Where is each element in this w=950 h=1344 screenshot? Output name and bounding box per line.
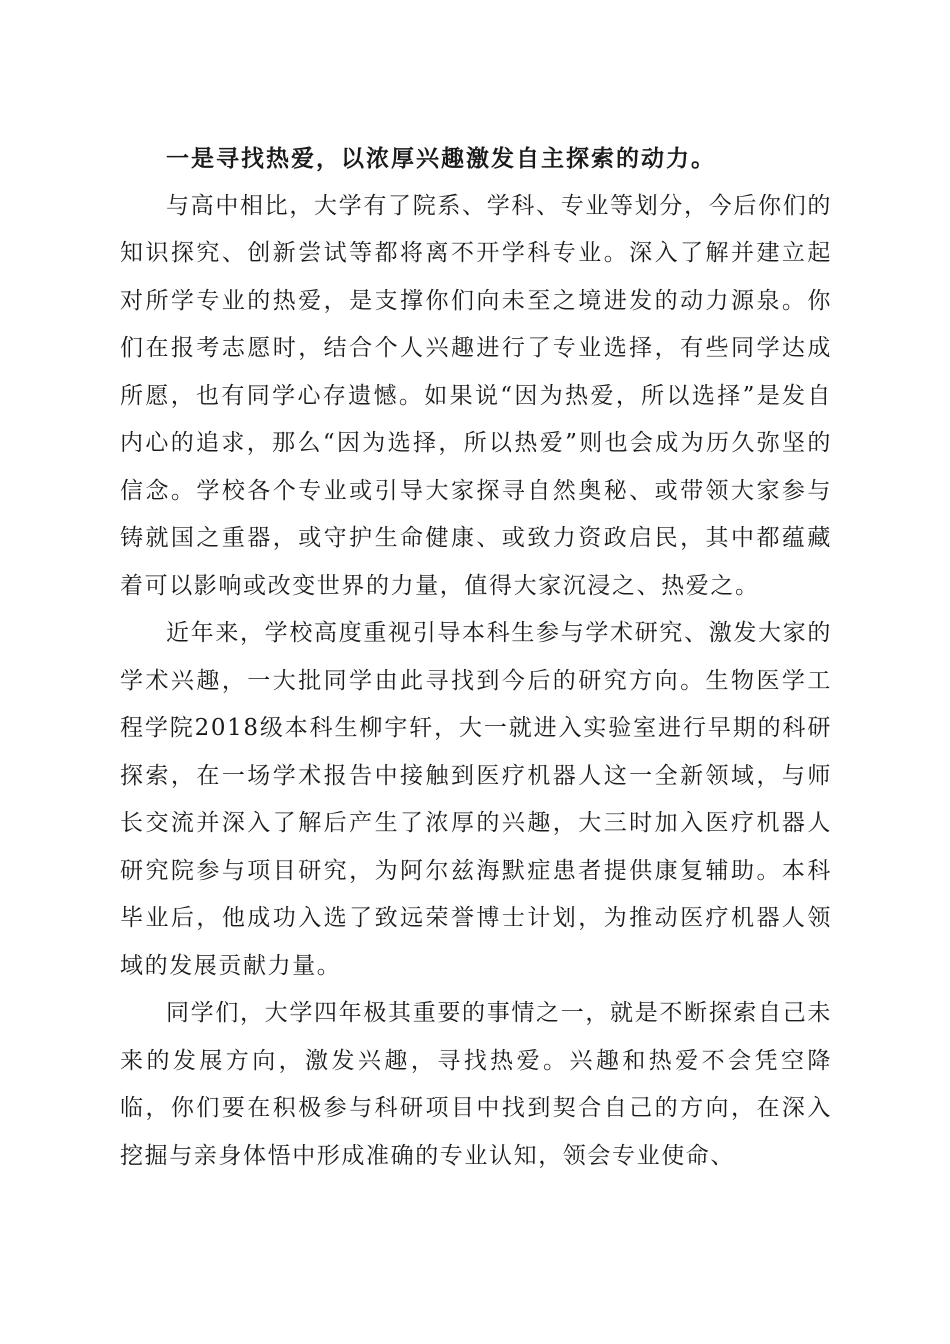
paragraph-explore-direction: 同学们，大学四年极其重要的事情之一，就是不断探索自己未来的发展方向，激发兴趣，寻找热爱。兴趣和热爱不会凭空降临，你们要在积极参与科研项目中找到契合自己的方向，在深入挖掘与亲身体悟中形成准确的专业认知，领会专业使命、 [120, 1000, 832, 1169]
paragraph-research-example: 近年来，学校高度重视引导本科生参与学术研究、激发大家的学术兴趣，一大批同学由此寻找到今后的研究方向。生物医学工程学院2018级本科生柳宇轩，大一就进入实验室进行早期的科研探索，在一场学术报告中接触到医疗机器人这一全新领域，与师长交流并深入了解后产生了浓厚的兴趣，大三时加入医疗机器人研究院参与项目研究，为阿尔兹海默症患者提供康复辅助。本科毕业后，他成功入选了致远荣誉博士计划，为推动医疗机器人领域的发展贡献力量。 [120, 620, 832, 979]
section-heading: 一是寻找热爱，以浓厚兴趣激发自主探索的动力。 [166, 145, 716, 172]
paragraph-major-passion: 与高中相比，大学有了院系、学科、专业等划分，今后你们的知识探究、创新尝试等都将离不开学科专业。深入了解并建立起对所学专业的热爱，是支撑你们向未至之境进发的动力源泉。你们在报考志愿时，结合个人兴趣进行了专业选择，有些同学达成所愿，也有同学心存遗憾。如果说“因为热爱，所以选择”是发自内心的追求，那么“因为选择，所以热爱”则也会成为历久弥坚的信念。学校各个专业或引导大家探寻自然奥秘、或带领大家参与铸就国之重器，或守护生命健康、或致力资政启民，其中都蕴藏着可以影响或改变世界的力量，值得大家沉浸之、热爱之。 [120, 192, 832, 599]
document-body [120, 135, 832, 1180]
